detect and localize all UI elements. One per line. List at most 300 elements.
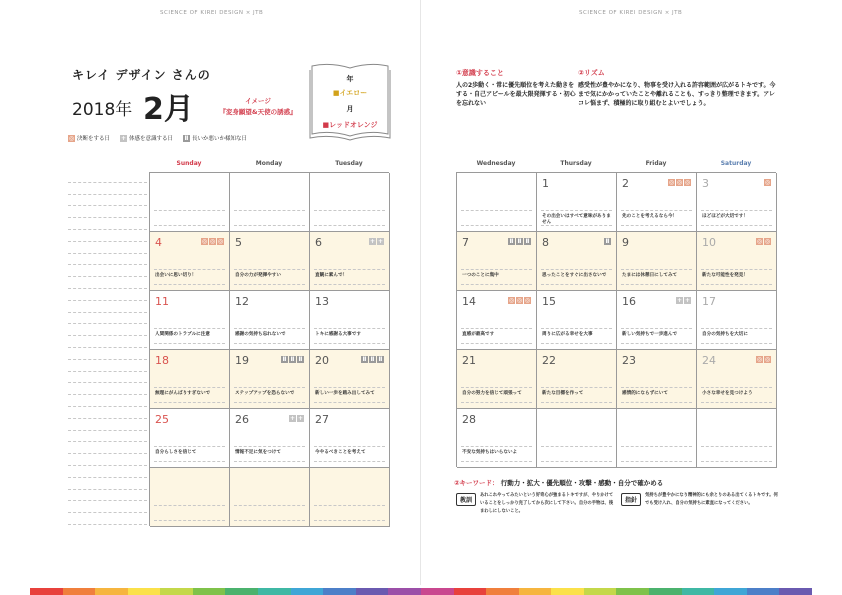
legend-item-body (120, 134, 173, 142)
day-note: ほどほどが大切です！ (702, 214, 748, 220)
day-icons (604, 238, 611, 245)
note-line (68, 465, 147, 466)
day-number: 18 (155, 354, 169, 367)
day-note: 自分の気持ちを大切に (702, 332, 748, 338)
weekday-header: Monday (255, 160, 283, 167)
day-note: その出会いはすべて意味がありません (542, 214, 611, 226)
day-cell[interactable] (150, 291, 230, 350)
day-number: 2 (622, 177, 629, 190)
day-number: 4 (155, 236, 162, 249)
dash-line (541, 269, 612, 270)
day-cell[interactable] (150, 468, 230, 527)
day-cell[interactable] (617, 350, 697, 409)
plus-icon: + (121, 134, 127, 142)
day-note: 周りに広がる幸せを大事 (542, 332, 593, 338)
dash-line (154, 461, 225, 462)
day-note: 人間関係のトラブルに注意 (155, 332, 210, 338)
dash-line (314, 387, 385, 388)
day-cell[interactable] (310, 291, 390, 350)
day-note: 感情的にならずにいて (622, 391, 668, 397)
plus-icon: + (289, 415, 296, 422)
note-line (68, 347, 147, 348)
day-number: 9 (622, 236, 629, 249)
day-number: 8 (542, 236, 549, 249)
day-cell[interactable] (150, 232, 230, 291)
day-cell[interactable] (230, 468, 310, 527)
lesson-tag: 教訓 (456, 493, 476, 506)
note-line (68, 253, 147, 254)
note-line (68, 382, 147, 383)
pause-icon: Ⅱ (290, 356, 295, 363)
color-segment (160, 588, 193, 595)
day-number: 11 (155, 295, 169, 308)
day-number: 13 (315, 295, 329, 308)
dash-line (461, 446, 532, 447)
day-cell[interactable] (310, 232, 390, 291)
day-icons (289, 415, 304, 422)
dash-line (314, 328, 385, 329)
note-line (68, 300, 147, 301)
day-icons (668, 179, 691, 186)
dash-line (701, 446, 772, 447)
day-cell[interactable] (457, 409, 537, 468)
color-segment (225, 588, 258, 595)
note-line (68, 229, 147, 230)
day-cell[interactable] (537, 350, 617, 409)
mark-icon: ◎ (209, 238, 216, 245)
mark-icon: ◎ (217, 238, 224, 245)
day-note: 直観に素んで！ (315, 273, 348, 279)
dash-line (541, 387, 612, 388)
dash-line (314, 269, 385, 270)
calendar-left (68, 160, 390, 530)
legend-item-decision (68, 134, 110, 142)
focus-title: ①意識すること (456, 69, 504, 77)
pause-icon: Ⅱ (605, 238, 610, 245)
pause-icon: Ⅱ (517, 238, 522, 245)
color-segment (649, 588, 682, 595)
day-cell[interactable] (310, 409, 390, 468)
month: 2月 (143, 92, 194, 127)
dash-line (621, 461, 692, 462)
pause-icon: Ⅱ (509, 238, 514, 245)
book-month-color: ■レッドオレンジ (322, 121, 378, 129)
legend-label: 長いか悪いか様知な日 (192, 136, 248, 142)
day-note: 小さな幸せを見つけよう (702, 391, 753, 397)
day-number: 12 (235, 295, 249, 308)
dash-line (154, 328, 225, 329)
weekday-header: Sunday (176, 160, 202, 167)
day-note: 新たな目標を作って (542, 391, 584, 397)
day-cell[interactable] (150, 350, 230, 409)
dash-line (621, 284, 692, 285)
legend-label: 決断をする日 (77, 136, 111, 142)
day-cell[interactable] (537, 173, 617, 232)
legend (68, 134, 254, 142)
calendar-grid (149, 172, 389, 526)
dash-line (701, 328, 772, 329)
book-month-label: 月 (346, 105, 354, 113)
day-number: 3 (702, 177, 709, 190)
dash-line (234, 505, 305, 506)
plus-icon: + (369, 238, 376, 245)
day-icons (281, 356, 304, 363)
note-line (68, 335, 147, 336)
dash-line (461, 387, 532, 388)
weekday-header: Tuesday (335, 160, 363, 167)
dash-line (461, 284, 532, 285)
note-line (68, 312, 147, 313)
color-segment (747, 588, 780, 595)
dash-line (314, 343, 385, 344)
day-note: たまには休憩日にしてみて (622, 273, 678, 279)
plus-icon: + (684, 297, 691, 304)
note-line (68, 241, 147, 242)
mark-icon: ◎ (508, 297, 515, 304)
day-cell[interactable] (697, 409, 777, 468)
image-label-value: 『変身願望&天使の誘惑』 (219, 108, 297, 116)
note-line (68, 276, 147, 277)
note-line (68, 205, 147, 206)
color-segment (95, 588, 128, 595)
day-cell[interactable] (697, 232, 777, 291)
day-cell[interactable] (230, 350, 310, 409)
dash-line (154, 520, 225, 521)
day-cell[interactable] (310, 173, 390, 232)
day-number: 20 (315, 354, 329, 367)
day-number: 5 (235, 236, 242, 249)
lesson-text: あれこれやってみたいという好奇心が強まるトキですが、やりかけていることをしっかり完了してから次にして下さい。自分の手物は、後まわしにしないこと。 (480, 493, 614, 514)
day-number: 26 (235, 413, 249, 426)
left-header: SCIENCE OF KIREI DESIGN × JTB (160, 10, 264, 16)
color-segment (486, 588, 519, 595)
guide-text: 気持ちが豊やかになり精神的にも余とりのある出てくるトキです。何でも受け入れ、自分の気持ちに素直になってください。 (645, 493, 778, 506)
color-bar (30, 588, 812, 595)
day-note: 今やるべきことを考えて (315, 450, 366, 456)
day-note: 自分らしさを信じて (155, 450, 197, 456)
pause-icon: Ⅱ (525, 238, 530, 245)
dash-line (154, 402, 225, 403)
calendar-grid (456, 172, 776, 467)
dash-line (314, 284, 385, 285)
calendar-right (456, 160, 778, 470)
dash-line (541, 461, 612, 462)
day-cell[interactable] (457, 291, 537, 350)
dash-line (234, 402, 305, 403)
dash-line (701, 269, 772, 270)
dash-line (621, 328, 692, 329)
dash-line (154, 269, 225, 270)
dash-line (701, 284, 772, 285)
color-segment (454, 588, 487, 595)
rhythm-title: ②リズム (578, 69, 605, 77)
day-cell[interactable] (230, 232, 310, 291)
dash-line (314, 520, 385, 521)
dash-line (234, 210, 305, 211)
color-segment (291, 588, 324, 595)
dash-line (541, 343, 612, 344)
day-number: 24 (702, 354, 716, 367)
color-segment (193, 588, 226, 595)
dash-line (314, 505, 385, 506)
day-number: 14 (462, 295, 476, 308)
mark-icon: ◎ (676, 179, 683, 186)
mark-icon: ◎ (764, 356, 771, 363)
color-segment (519, 588, 552, 595)
note-line (68, 477, 147, 478)
dash-line (154, 284, 225, 285)
day-note: 自分の力が発揮やすい (235, 273, 281, 279)
dash-line (621, 446, 692, 447)
color-segment (551, 588, 584, 595)
dash-line (461, 210, 532, 211)
day-cell[interactable] (617, 409, 697, 468)
day-number: 22 (542, 354, 556, 367)
pause-icon: Ⅱ (184, 134, 189, 142)
day-cell[interactable] (617, 232, 697, 291)
day-icons (756, 238, 771, 245)
dash-line (234, 269, 305, 270)
dash-line (541, 446, 612, 447)
day-note: ステップアップを恐らないで (235, 391, 295, 397)
day-note: 直感が最高です (462, 332, 495, 338)
dash-line (621, 225, 692, 226)
dash-line (621, 269, 692, 270)
color-segment (584, 588, 617, 595)
note-line (68, 489, 147, 490)
weekday-header: Saturday (720, 160, 752, 167)
dash-line (461, 328, 532, 329)
dash-line (154, 446, 225, 447)
note-line (68, 371, 147, 372)
note-line (68, 394, 147, 395)
note-line (68, 430, 147, 431)
day-icons (508, 238, 531, 245)
guide-tag: 指針 (621, 493, 641, 506)
day-number: 10 (702, 236, 716, 249)
day-cell[interactable] (230, 173, 310, 232)
pause-icon: Ⅱ (378, 356, 383, 363)
color-segment (356, 588, 389, 595)
book-year-color: ■イエロー (332, 89, 368, 97)
pause-icon: Ⅱ (298, 356, 303, 363)
dash-line (234, 446, 305, 447)
dash-line (234, 343, 305, 344)
day-icons (764, 179, 771, 186)
day-cell[interactable] (697, 173, 777, 232)
notes-column (68, 172, 147, 526)
note-line (68, 359, 147, 360)
day-note: 情報不足に気をつけて (235, 450, 281, 456)
day-cell[interactable] (457, 173, 537, 232)
day-cell[interactable] (230, 291, 310, 350)
day-number: 19 (235, 354, 249, 367)
dash-line (621, 387, 692, 388)
plus-icon: + (297, 415, 304, 422)
color-segment (258, 588, 291, 595)
mark-icon: ◎ (684, 179, 691, 186)
dash-line (541, 284, 612, 285)
day-icons (369, 238, 384, 245)
day-note: 先のことを考えるなら今！ (622, 214, 678, 220)
day-note: 新しい気持ちで一歩進んで (622, 332, 678, 338)
dash-line (621, 343, 692, 344)
color-segment (63, 588, 96, 595)
dash-line (154, 343, 225, 344)
image-label (214, 96, 302, 118)
color-segment (682, 588, 715, 595)
book-year-label: 年 (346, 75, 354, 83)
dash-line (234, 461, 305, 462)
color-segment (30, 588, 63, 595)
dash-line (701, 461, 772, 462)
dash-line (154, 225, 225, 226)
note-line (68, 182, 147, 183)
note-line (68, 441, 147, 442)
day-number: 25 (155, 413, 169, 426)
dash-line (461, 225, 532, 226)
day-cell[interactable] (697, 291, 777, 350)
dash-line (314, 446, 385, 447)
day-number: 15 (542, 295, 556, 308)
color-segment (323, 588, 356, 595)
keyword-text: 行動力・拡大・優先順位・攻撃・感動・自分で確かめる (500, 479, 664, 487)
pause-icon: Ⅱ (362, 356, 367, 363)
color-segment (128, 588, 161, 595)
color-segment (779, 588, 812, 595)
note-line (68, 500, 147, 501)
mark-icon: ◎ (756, 356, 763, 363)
dash-line (461, 461, 532, 462)
day-number: 1 (542, 177, 549, 190)
day-cell[interactable] (310, 468, 390, 527)
mark-icon: ◎ (756, 238, 763, 245)
day-note: トキに感謝る大事です (315, 332, 361, 338)
dash-line (461, 269, 532, 270)
dash-line (701, 402, 772, 403)
dash-line (234, 328, 305, 329)
legend-label: 体感を意識する日 (129, 136, 174, 142)
day-cell[interactable] (457, 232, 537, 291)
dash-line (701, 210, 772, 211)
day-cell[interactable] (230, 409, 310, 468)
day-note: 無理にがんばりすぎないで (155, 391, 211, 397)
dash-line (234, 520, 305, 521)
note-line (68, 264, 147, 265)
pause-icon: Ⅱ (282, 356, 287, 363)
day-number: 6 (315, 236, 322, 249)
weekday-header: Wednesday (476, 160, 516, 167)
day-cell[interactable] (617, 173, 697, 232)
dash-line (234, 387, 305, 388)
dash-line (314, 461, 385, 462)
day-number: 28 (462, 413, 476, 426)
color-segment (388, 588, 421, 595)
dash-line (621, 402, 692, 403)
day-cell[interactable] (310, 350, 390, 409)
day-cell[interactable] (150, 173, 230, 232)
day-icons (508, 297, 531, 304)
legend-item-pause (183, 134, 247, 142)
day-number: 16 (622, 295, 636, 308)
color-segment (616, 588, 649, 595)
day-cell[interactable] (150, 409, 230, 468)
year: 2018年 (72, 100, 133, 120)
book-graphic (308, 62, 392, 142)
dash-line (621, 210, 692, 211)
dash-line (234, 284, 305, 285)
day-note: 一つのことに集中 (462, 273, 499, 279)
day-number: 7 (462, 236, 469, 249)
dash-line (541, 402, 612, 403)
day-note: 出会いに思い切り！ (155, 273, 197, 279)
day-cell[interactable] (697, 350, 777, 409)
dash-line (314, 225, 385, 226)
keyword-line (454, 478, 663, 487)
note-line (68, 323, 147, 324)
day-icons (201, 238, 224, 245)
weekday-header: Friday (645, 160, 667, 167)
dash-line (701, 387, 772, 388)
note-line (68, 512, 147, 513)
note-line (68, 288, 147, 289)
mark-icon: ◎ (524, 297, 531, 304)
day-note: 感謝の気持ち忘れないで (235, 332, 286, 338)
plus-icon: + (377, 238, 384, 245)
day-cell[interactable] (457, 350, 537, 409)
focus-body: 人の2歩動く・常に優先順位を考えた動きをする・自己アピールを最大限発揮する・初心を忘れない (456, 82, 576, 107)
right-header: SCIENCE OF KIREI DESIGN × JTB (579, 10, 683, 16)
day-note: 思ったことをすぐに出さないで (542, 273, 607, 279)
dash-line (234, 225, 305, 226)
name-line: キレイ デザイン さんの (72, 68, 211, 82)
day-cell[interactable] (617, 291, 697, 350)
day-number: 21 (462, 354, 476, 367)
note-line (68, 453, 147, 454)
day-icons (676, 297, 691, 304)
dash-line (314, 210, 385, 211)
dash-line (541, 210, 612, 211)
mark-icon: ◎ (68, 134, 75, 142)
plus-icon: + (676, 297, 683, 304)
day-cell[interactable] (537, 409, 617, 468)
color-segment (714, 588, 747, 595)
day-number: 27 (315, 413, 329, 426)
day-number: 17 (702, 295, 716, 308)
dash-line (154, 505, 225, 506)
mark-icon: ◎ (516, 297, 523, 304)
note-line (68, 418, 147, 419)
dash-line (314, 402, 385, 403)
rhythm-body: 感受性が豊やかになり、物事を受け入れる許容範囲が広がるトキです。今まで気にかかっていたことや離れることも、すっきり整理できます。アレコレ悩まず、積極的に取り組むとよいでしょう。 (578, 82, 776, 107)
day-note: 自分の努力を信じて頑張って (462, 391, 522, 397)
note-line (68, 217, 147, 218)
dash-line (461, 343, 532, 344)
dash-line (701, 225, 772, 226)
keyword-title: ②キーワード： (454, 479, 499, 487)
image-label-title: イメージ (245, 97, 271, 105)
dash-line (541, 328, 612, 329)
dash-line (154, 210, 225, 211)
note-line (68, 194, 147, 195)
note-line (68, 406, 147, 407)
day-cell[interactable] (537, 232, 617, 291)
mark-icon: ◎ (201, 238, 208, 245)
dash-line (154, 387, 225, 388)
day-note: 新しい一歩を踏み出してみて (315, 391, 375, 397)
day-cell[interactable] (537, 291, 617, 350)
note-line (68, 524, 147, 525)
